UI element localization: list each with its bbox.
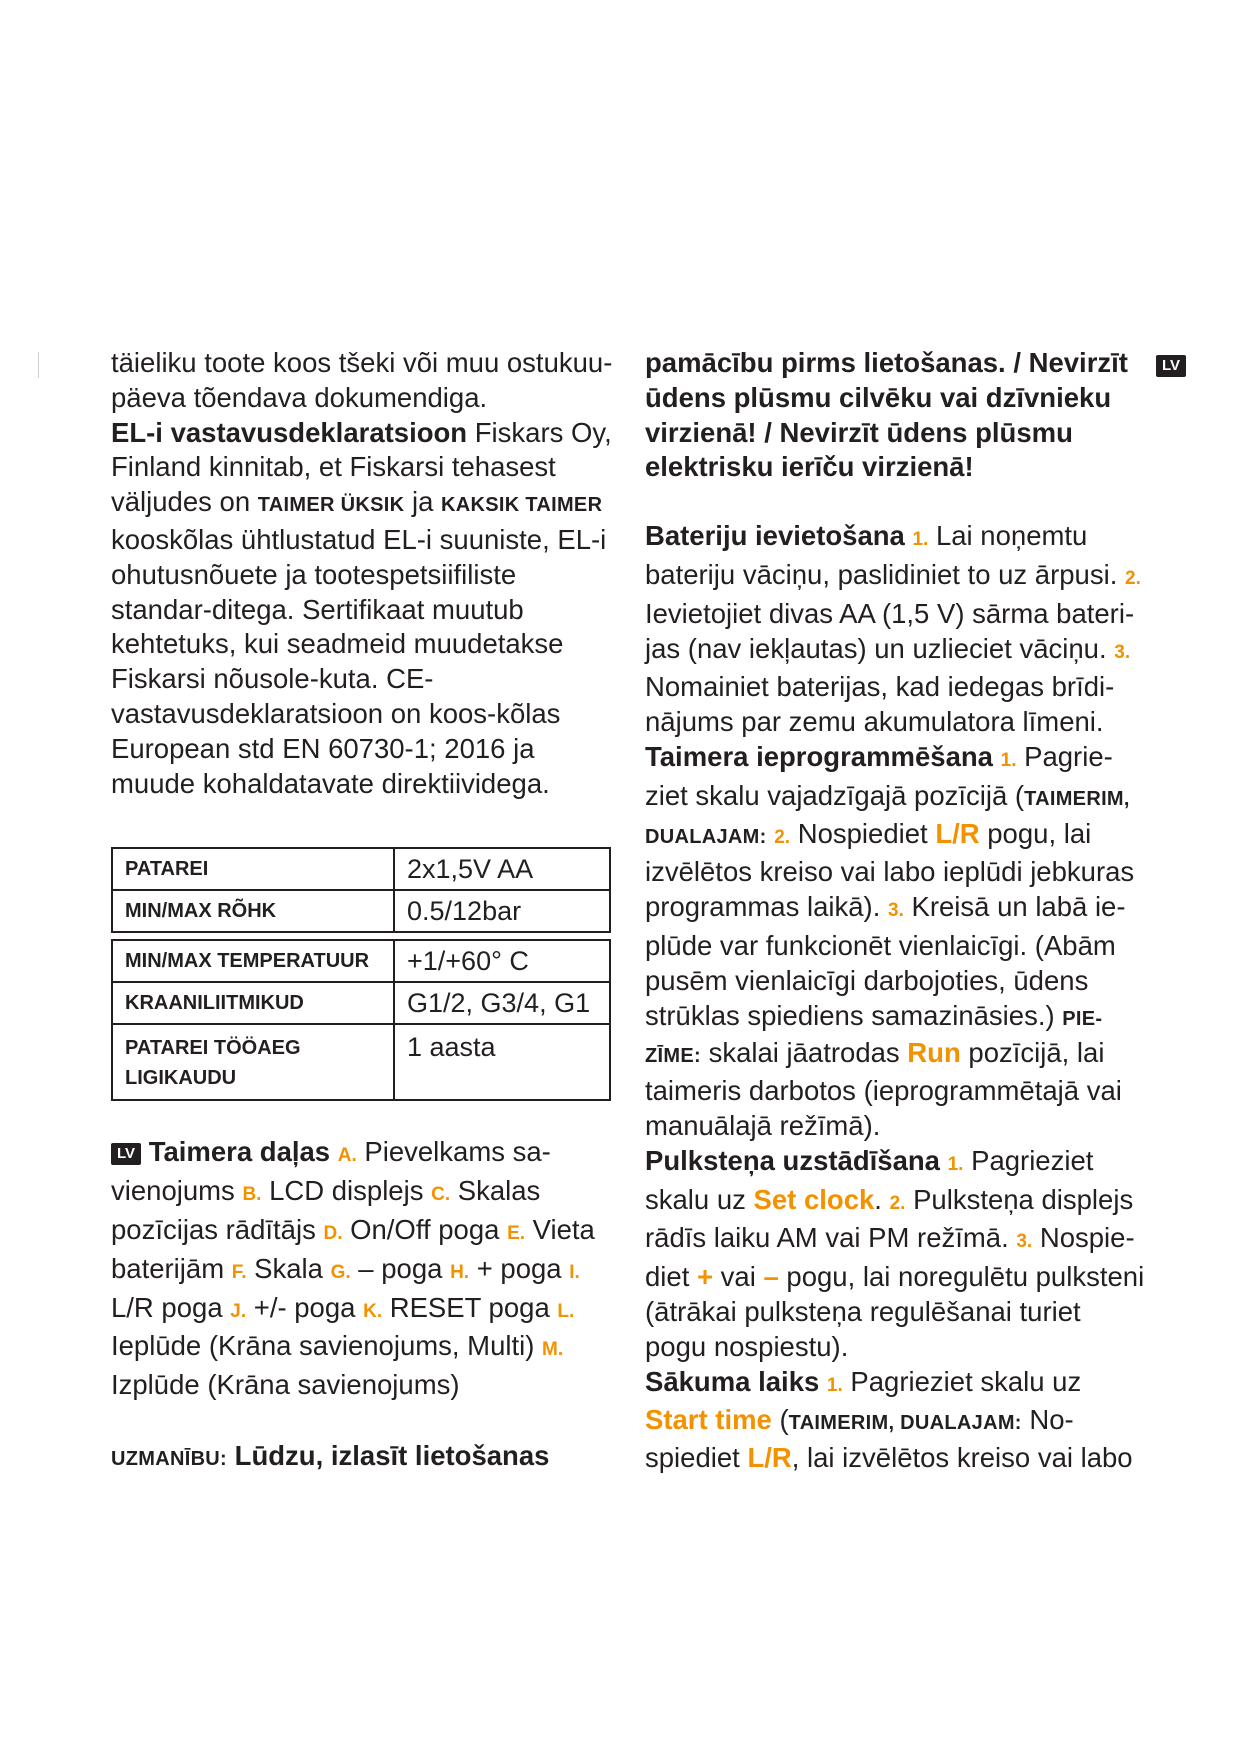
spec-key: KRAANILIITMIKUD bbox=[112, 982, 394, 1024]
step-text: Pulksteņa displejs rādīs laiku AM vai PM režīmā. bbox=[645, 1183, 1134, 1254]
lv-language-badge-right: LV bbox=[1156, 355, 1186, 377]
step-number: 2. bbox=[1125, 567, 1141, 589]
step-text: Nospiediet bbox=[790, 817, 936, 849]
step-text: pogu, lai izvēlētos kreiso vai labo ieplūdi jebkuras programmas laikā). bbox=[645, 817, 1135, 923]
clock-paragraph bbox=[645, 1144, 1145, 1365]
step-text: Pagrieziet skalu uz bbox=[645, 1144, 1094, 1215]
page-edge-marker bbox=[38, 352, 39, 378]
step-text: pogu, lai noregulētu pulksteni (ātrākai pulksteņa regulēšanai turiet pogu nospiestu). bbox=[645, 1261, 1145, 1362]
step-number: 1. bbox=[912, 529, 929, 551]
spec-key: PATAREI bbox=[112, 848, 394, 890]
part-text: Ieplūde (Krāna savienojums, Multi) bbox=[111, 1330, 543, 1362]
part-text: Skalas pozīcijas rādītājs bbox=[111, 1175, 541, 1245]
lr-button-label: L/R bbox=[935, 817, 980, 849]
spacer bbox=[111, 801, 621, 835]
start-time-label: Start time bbox=[645, 1404, 772, 1436]
spec-key: PATAREI TÖÖAEG LIGIKAUDU bbox=[112, 1024, 394, 1100]
part-text: On/Off poga bbox=[342, 1213, 508, 1245]
part-letter: B. bbox=[242, 1184, 262, 1206]
battery-paragraph bbox=[645, 519, 1145, 740]
warning-text: Lūdzu, izlasīt lietošanas bbox=[227, 1439, 550, 1471]
step-text: Pagrieziet skalu uz bbox=[842, 1365, 1082, 1397]
warranty-paragraph: täieliku toote koos tšeki või muu ostukuu-päeva tõendava dokumendiga. bbox=[111, 347, 613, 413]
step-text: Nomainiet baterijas, kad iedegas brīdi-nājums par zemu akumulatora līmeni. bbox=[645, 671, 1115, 738]
step-text: Lai noņemtu bateriju vāciņu, paslidiniet to uz ārpusi. bbox=[645, 520, 1125, 590]
step-text: Ievietojiet divas AA (1,5 V) sārma bateri-jas (nav iekļautas) un uzlieciet vāciņu. bbox=[645, 597, 1135, 664]
step-text: . bbox=[874, 1183, 890, 1215]
mode-label: TAIMERIM, DUALAJAM: bbox=[645, 787, 1130, 848]
step-text: Nospie-diet bbox=[645, 1222, 1135, 1293]
set-clock-label: Set clock bbox=[753, 1183, 875, 1215]
spec-table bbox=[111, 847, 611, 1101]
plus-button-label: + bbox=[696, 1261, 714, 1293]
run-position-label: Run bbox=[907, 1037, 961, 1069]
minus-button-label: – bbox=[763, 1261, 779, 1293]
table-gap bbox=[112, 932, 610, 940]
start-time-paragraph bbox=[645, 1365, 1145, 1476]
eu-text-1: Fiskars Oy, Finland kinnitab, et Fiskarsi tehasest väljudes on bbox=[111, 416, 612, 518]
right-column bbox=[645, 346, 1145, 1476]
part-text: – poga bbox=[350, 1252, 451, 1284]
part-text: LCD displejs bbox=[261, 1175, 432, 1207]
part-letter: M. bbox=[542, 1339, 564, 1361]
part-text: L/R poga bbox=[111, 1291, 231, 1323]
programming-paragraph bbox=[645, 740, 1145, 1144]
eu-declaration-heading: EL-i vastavusdeklaratsioon bbox=[111, 416, 468, 448]
part-letter: H. bbox=[450, 1261, 470, 1283]
part-letter: E. bbox=[507, 1222, 526, 1244]
part-text: +/- poga bbox=[246, 1291, 364, 1323]
step-text: pozīcijā, lai taimeris darbotos (ieprogrammētajā vai manuālajā režīmā). bbox=[645, 1037, 1122, 1141]
spec-key: MIN/MAX TEMPERATUUR bbox=[112, 940, 394, 982]
part-letter: C. bbox=[431, 1184, 451, 1206]
step-text: ( bbox=[771, 1404, 789, 1436]
eu-text-3: kooskõlas ühtlustatud EL-i suuniste, EL-i ohutusnõuete ja tootespetsiifiliste standar-ditega. Sertifikaat muutub kehtetuks, kui seadmeid muudetakse Fiskarsi nõusole-kuta. CE-vastavusdeklaratsioon on koos-kõlas European std EN 60730-1; 2016 ja muude kohaldatavate direktiividega. bbox=[111, 523, 607, 799]
part-letter: D. bbox=[323, 1222, 343, 1244]
step-number: 1. bbox=[826, 1374, 843, 1396]
table-row bbox=[112, 982, 610, 1024]
step-number: 1. bbox=[1000, 749, 1017, 771]
eu-declaration-paragraph bbox=[111, 416, 621, 802]
table-row bbox=[112, 848, 610, 890]
part-text: RESET poga bbox=[382, 1291, 558, 1323]
part-letter: K. bbox=[363, 1300, 383, 1322]
start-time-heading: Sākuma laiks bbox=[645, 1365, 820, 1397]
product-name-dual: KAKSIK TAIMER bbox=[441, 494, 603, 517]
part-letter: L. bbox=[557, 1300, 575, 1322]
step-text: vai bbox=[713, 1261, 764, 1293]
warning-paragraph bbox=[111, 1439, 621, 1477]
part-letter: A. bbox=[337, 1145, 357, 1167]
parts-heading: Taimera daļas bbox=[148, 1136, 331, 1168]
table-row bbox=[112, 1024, 610, 1100]
spec-value: 1 aasta bbox=[394, 1024, 610, 1100]
warning-label: UZMANĪBU: bbox=[111, 1447, 228, 1470]
step-text: No-spiediet bbox=[645, 1404, 1074, 1474]
part-text: Vieta baterijām bbox=[111, 1213, 595, 1284]
parts-paragraph bbox=[111, 1135, 621, 1403]
step-number: 2. bbox=[774, 826, 791, 848]
part-text: + poga bbox=[469, 1252, 570, 1284]
product-name-single: TAIMER ÜKSIK bbox=[257, 494, 405, 517]
part-letter: J. bbox=[230, 1300, 247, 1322]
part-letter: I. bbox=[569, 1261, 580, 1283]
note-label: PIE-ZĪME: bbox=[645, 1007, 1103, 1068]
part-letter: G. bbox=[330, 1261, 351, 1283]
part-letter: F. bbox=[231, 1261, 247, 1283]
part-text: Skala bbox=[246, 1252, 331, 1284]
part-text: Izplūde (Krāna savienojums) bbox=[111, 1369, 460, 1401]
step-text: skalai jāatrodas bbox=[700, 1037, 908, 1069]
step-number: 3. bbox=[1114, 641, 1131, 663]
table-row bbox=[112, 940, 610, 982]
clock-heading: Pulksteņa uzstādīšana bbox=[645, 1144, 940, 1176]
step-number: 2. bbox=[889, 1192, 906, 1214]
spec-value: 0.5/12bar bbox=[394, 890, 610, 932]
step-number: 3. bbox=[888, 900, 904, 922]
table-row bbox=[112, 890, 610, 932]
step-text: Pagrie-ziet skalu vajadzīgajā pozīcijā ( bbox=[645, 740, 1113, 811]
programming-heading: Taimera ieprogrammēšana bbox=[645, 740, 993, 772]
lv-language-badge: LV bbox=[111, 1143, 141, 1165]
eu-text-2: ja bbox=[404, 486, 442, 518]
step-number: 3. bbox=[1016, 1231, 1033, 1253]
spec-value: +1/+60° C bbox=[394, 940, 610, 982]
spec-key: MIN/MAX RÕHK bbox=[112, 890, 394, 932]
step-number: 1. bbox=[947, 1153, 964, 1175]
spec-value: G1/2, G3/4, G1 bbox=[394, 982, 610, 1024]
step-text: Kreisā un labā ie-plūde var funkcionēt vienlaicīgi. (Abām pusēm vienlaicīgi darbojoties, ūdens strūklas spiediens samazināsies.) bbox=[645, 891, 1126, 1031]
spec-value: 2x1,5V AA bbox=[394, 848, 610, 890]
left-column bbox=[111, 346, 621, 1477]
part-text: Pievelkams sa-vienojums bbox=[111, 1136, 551, 1207]
step-text: , lai izvēlētos kreiso vai labo bbox=[791, 1442, 1133, 1474]
mode-label: TAIMERIM, DUALAJAM: bbox=[788, 1412, 1022, 1435]
lr-button-label: L/R bbox=[747, 1442, 792, 1474]
warning-continuation: pamācību pirms lietošanas. / Nevirzīt ūdens plūsmu cilvēku vai dzīvnieku virzienā! / Nevirzīt ūdens plūsmu elektrisku ierīču virzienā! bbox=[645, 347, 1128, 483]
battery-heading: Bateriju ievietošana bbox=[645, 520, 905, 552]
